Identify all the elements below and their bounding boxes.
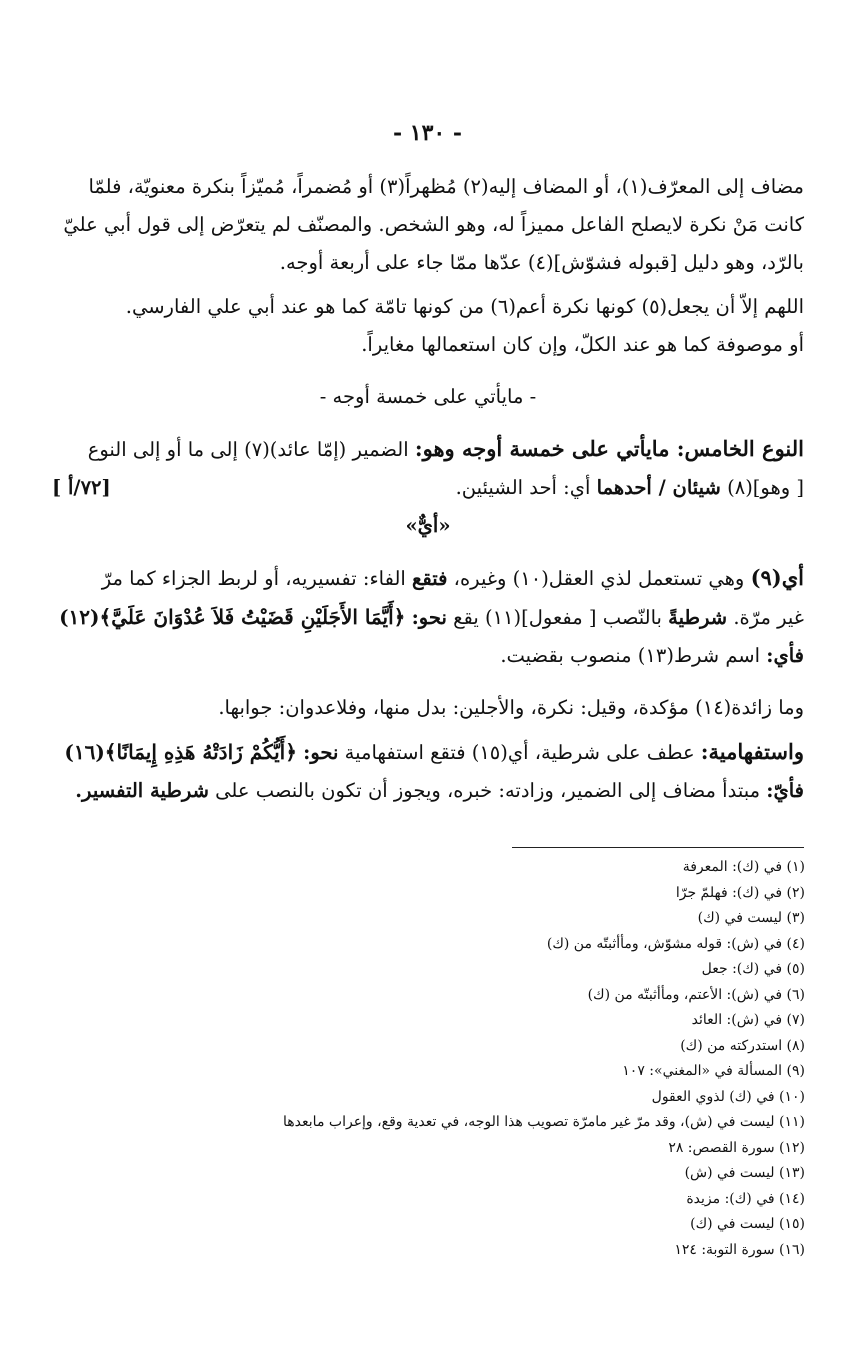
text-line: مضاف إلى المعرّف(١)، أو المضاف إليه(٢) مُظهراً(٣) أو مُضمراً، مُميّزاً بنكرة معنويّة، فلمّا: [88, 175, 804, 198]
text-span: مبتدأ مضاف إلى الضمير، وزادته: خبره، ويجوز أن تكون بالنصب على: [215, 779, 761, 802]
quran-verse: ﴿أَيُّكُمْ زَادَتْهُ هَذِهِ إِيمَانًا﴾(١٦): [64, 740, 297, 764]
footnote: (٦) في (ش): الأعتم، ومأأثبتّه من (ك): [587, 986, 805, 1003]
text-line: بالرّد، وهو دليل [قبوله فشوّش](٤) عدّها ممّا جاء على أربعة أوجه.: [279, 251, 804, 274]
footnote: (١٣) ليست في (ش): [684, 1165, 805, 1181]
text-line: اللهم إلاّ أن يجعل(٥) كونها نكرة أعم(٦) من كونها تامّة كما هو عند أبي علي الفارسي.: [125, 295, 804, 318]
footnote: (١٥) ليست في (ك): [690, 1216, 805, 1232]
bold-term: شيئان / أحدهما: [596, 476, 721, 499]
text-span: وهي تستعمل لذي العقل(١٠) وغيره،: [453, 567, 745, 590]
bold-term: شرطيةً: [668, 606, 728, 629]
bold-term: نحو:: [303, 741, 339, 764]
bold-term: شرطية التفسير.: [75, 779, 209, 802]
footnote: (٥) في (ك): جعل: [701, 961, 805, 977]
text-span: الضمير (إمّا عائد)(٧) إلى ما أو إلى النوع: [87, 438, 409, 461]
text-span: الفاء: تفسيريه، أو لربط الجزاء كما مرّ: [101, 567, 406, 590]
text-line: [52, 430, 804, 469]
footnotes: [165, 855, 805, 1263]
footnote: (١) في (ك): المعرفة: [682, 859, 805, 875]
text-span: بالنّصب [ مفعول](١١) يقع: [453, 606, 662, 629]
bold-term: نحو:: [411, 606, 447, 629]
text-span: اسم شرط(١٣) منصوب بقضيت.: [500, 644, 761, 667]
section-title: - مايأتي على خمسة أوجه -: [319, 385, 537, 408]
text-line: [52, 772, 804, 810]
text-line: [52, 559, 804, 598]
main-text: [52, 168, 804, 810]
bold-term: أي(٩): [750, 565, 804, 590]
footnote: (١٤) في (ك): مزيدة: [686, 1190, 805, 1207]
text-line: [52, 598, 804, 637]
text-span: غير مرّة.: [733, 606, 804, 629]
folio-marker: [ ٧٢/أ]: [52, 476, 111, 499]
footnote: (١٦) سورة التوبة: ١٢٤: [674, 1241, 805, 1258]
footnote: (١١) ليست في (ش)، وقد مرّ غير مامرّة تصويب هذا الوجه، في تعدية وقع، وإعراب مابعدها: [283, 1114, 805, 1130]
bold-term: فتقع: [412, 567, 448, 590]
bold-term: فأيّ:: [766, 779, 804, 802]
text-span: أي: أحد الشيئين.: [455, 476, 591, 499]
footnote: (٧) في (ش): العائد: [691, 1012, 805, 1028]
text-span: عطف على شرطية، أي(١٥) فتقع استفهامية: [344, 741, 695, 764]
footnote: (٣) ليست في (ك): [697, 910, 805, 926]
footnote: (٢) في (ك): فهلمّ جرّا: [675, 884, 805, 901]
text-span: [ وهو](٨): [727, 476, 804, 499]
footnote: (١٠) في (ك) لذوي العقول: [651, 1088, 805, 1105]
footnote: (٤) في (ش): قوله مشوّش، ومأأثبتّه من (ك): [546, 935, 805, 952]
footnote: (٩) المسألة في «المغني»: ١٠٧: [622, 1063, 805, 1079]
footnote: (٨) استدركته من (ك): [680, 1037, 805, 1054]
bold-term: واستفهامية:: [700, 739, 804, 764]
text-line: وما زائدة(١٤) مؤكدة، وقيل: نكرة، والأجلين: بدل منها، وفلاعدوان: جوابها.: [218, 696, 804, 719]
text-line: [52, 469, 804, 507]
bold-term: النوع الخامس: مايأتي على خمسة أوجه وهو:: [414, 436, 804, 461]
quran-verse: ﴿أَيَّمَا الأَجَلَيْنِ قَضَيْتُ فَلاَ عُدْوَانَ عَلَيَّ﴾(١٢): [59, 605, 406, 629]
text-line: [52, 637, 804, 675]
bold-term: فأي:: [766, 644, 804, 667]
footnote: (١٢) سورة القصص: ٢٨: [668, 1139, 805, 1156]
text-line: كانت مَنْ نكرة لايصلح الفاعل مميزاً له، وهو الشخص. والمصنّف لم يتعرّض إلى قول أبي عليّ: [63, 213, 804, 236]
text-line: أو موصوفة كما هو عند الكلّ، وإن كان استعمالها مغايراً.: [361, 333, 804, 356]
subsection-title: «أيٌّ»: [405, 514, 451, 537]
page-number: - ١٣٠ -: [392, 120, 463, 146]
footnote-divider: [512, 847, 804, 848]
text-line: [52, 733, 804, 772]
